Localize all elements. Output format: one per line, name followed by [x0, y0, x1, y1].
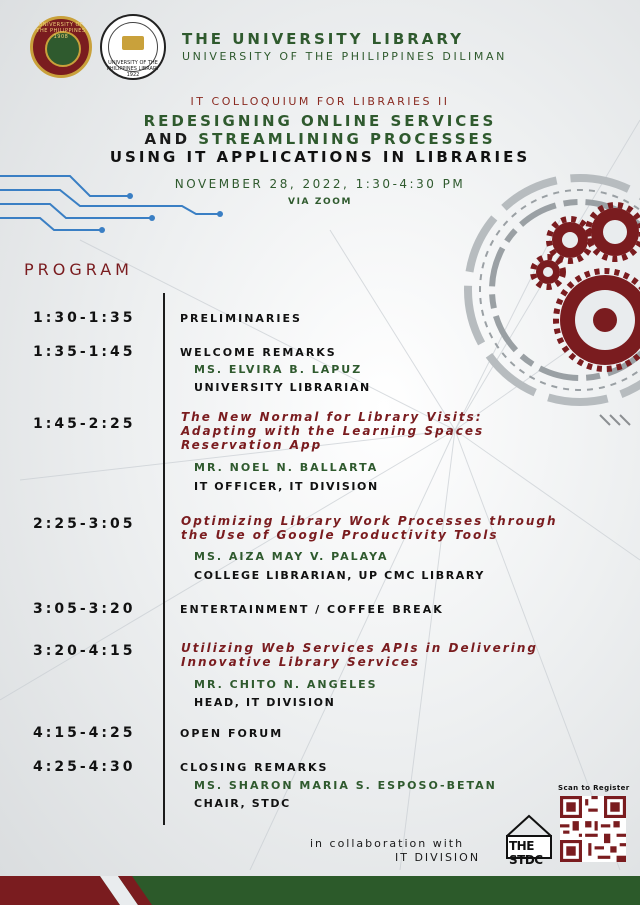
speaker-name: MR. NOEL N. BALLARTA [194, 461, 379, 474]
collaboration-partner: IT DIVISION [395, 851, 481, 864]
up-seal-logo: UNIVERSITY OF THE PHILIPPINES 1908 [30, 16, 92, 78]
event-date: NOVEMBER 28, 2022, 1:30-4:30 PM [174, 177, 466, 191]
event-title-line1: REDESIGNING ONLINE SERVICES [143, 112, 497, 130]
stdc-logo-text: THE STDC [509, 839, 543, 867]
timeline-divider [163, 293, 165, 825]
talk-title [181, 410, 631, 452]
slot-time: 2:25-3:05 [33, 516, 136, 532]
bottom-band [0, 876, 640, 905]
slot-time: 1:35-1:45 [33, 344, 136, 360]
talk-title [181, 514, 631, 542]
speaker-position: CHAIR, STDC [194, 797, 291, 810]
slot-time: 3:05-3:20 [33, 601, 136, 617]
slot-time: 4:15-4:25 [33, 725, 136, 741]
event-title-line2 [0, 130, 640, 148]
slot-label: CLOSING REMARKS [180, 761, 329, 774]
program-heading: PROGRAM [24, 260, 133, 279]
slot-time: 4:25-4:30 [33, 759, 136, 775]
talk-title-line: Utilizing Web Services APIs in Delivering [181, 641, 538, 655]
talk-title-line: The New Normal for Library Visits: [181, 410, 483, 424]
talk-title-line: Innovative Library Services [181, 655, 421, 669]
speaker-position: COLLEGE LIBRARIAN, UP CMC LIBRARY [194, 569, 485, 582]
talk-title [181, 641, 631, 669]
talk-title-line: the Use of Google Productivity Tools [181, 528, 499, 542]
talk-title-line: Adapting with the Learning Spaces [181, 424, 485, 438]
stdc-logo [505, 812, 553, 867]
slot-time: 1:45-2:25 [33, 416, 136, 432]
registration-qr-code[interactable] [560, 796, 626, 862]
slot-label: PRELIMINARIES [180, 312, 302, 325]
talk-title-line: Reservation App [181, 438, 323, 452]
speaker-position: IT OFFICER, IT DIVISION [194, 480, 379, 493]
event-title-line3: USING IT APPLICATIONS IN LIBRARIES [109, 148, 531, 166]
university-name: UNIVERSITY OF THE PHILIPPINES DILIMAN [182, 50, 507, 63]
slot-time: 3:20-4:15 [33, 643, 136, 659]
speaker-position: UNIVERSITY LIBRARIAN [194, 381, 371, 394]
speaker-name: MS. SHARON MARIA S. ESPOSO-BETAN [194, 779, 497, 792]
gears-graphic [468, 178, 640, 425]
collaboration-text: in collaboration with [310, 837, 465, 850]
event-title-line2-rest: STREAMLINING PROCESSES [198, 130, 496, 148]
scan-label: Scan to Register [558, 784, 630, 792]
speaker-name: MS. ELVIRA B. LAPUZ [194, 363, 363, 376]
slot-label: WELCOME REMARKS [180, 346, 337, 359]
slot-time: 1:30-1:35 [33, 310, 136, 326]
slot-label: OPEN FORUM [180, 727, 284, 740]
library-title: THE UNIVERSITY LIBRARY [182, 30, 464, 48]
speaker-position: HEAD, IT DIVISION [194, 696, 336, 709]
talk-title-line: Optimizing Library Work Processes through [181, 514, 558, 528]
speaker-name: MS. AIZA MAY V. PALAYA [194, 550, 389, 563]
slot-label: ENTERTAINMENT / COFFEE BREAK [180, 603, 444, 616]
up-library-logo: UNIVERSITY OF THE PHILIPPINES LIBRARY 1922 [100, 14, 166, 80]
event-title-line2-and: AND [144, 130, 191, 148]
speaker-name: MR. CHITO N. ANGELES [194, 678, 378, 691]
event-venue: VIA ZOOM [288, 197, 352, 207]
colloquium-title: IT COLLOQUIUM FOR LIBRARIES II [190, 95, 450, 108]
